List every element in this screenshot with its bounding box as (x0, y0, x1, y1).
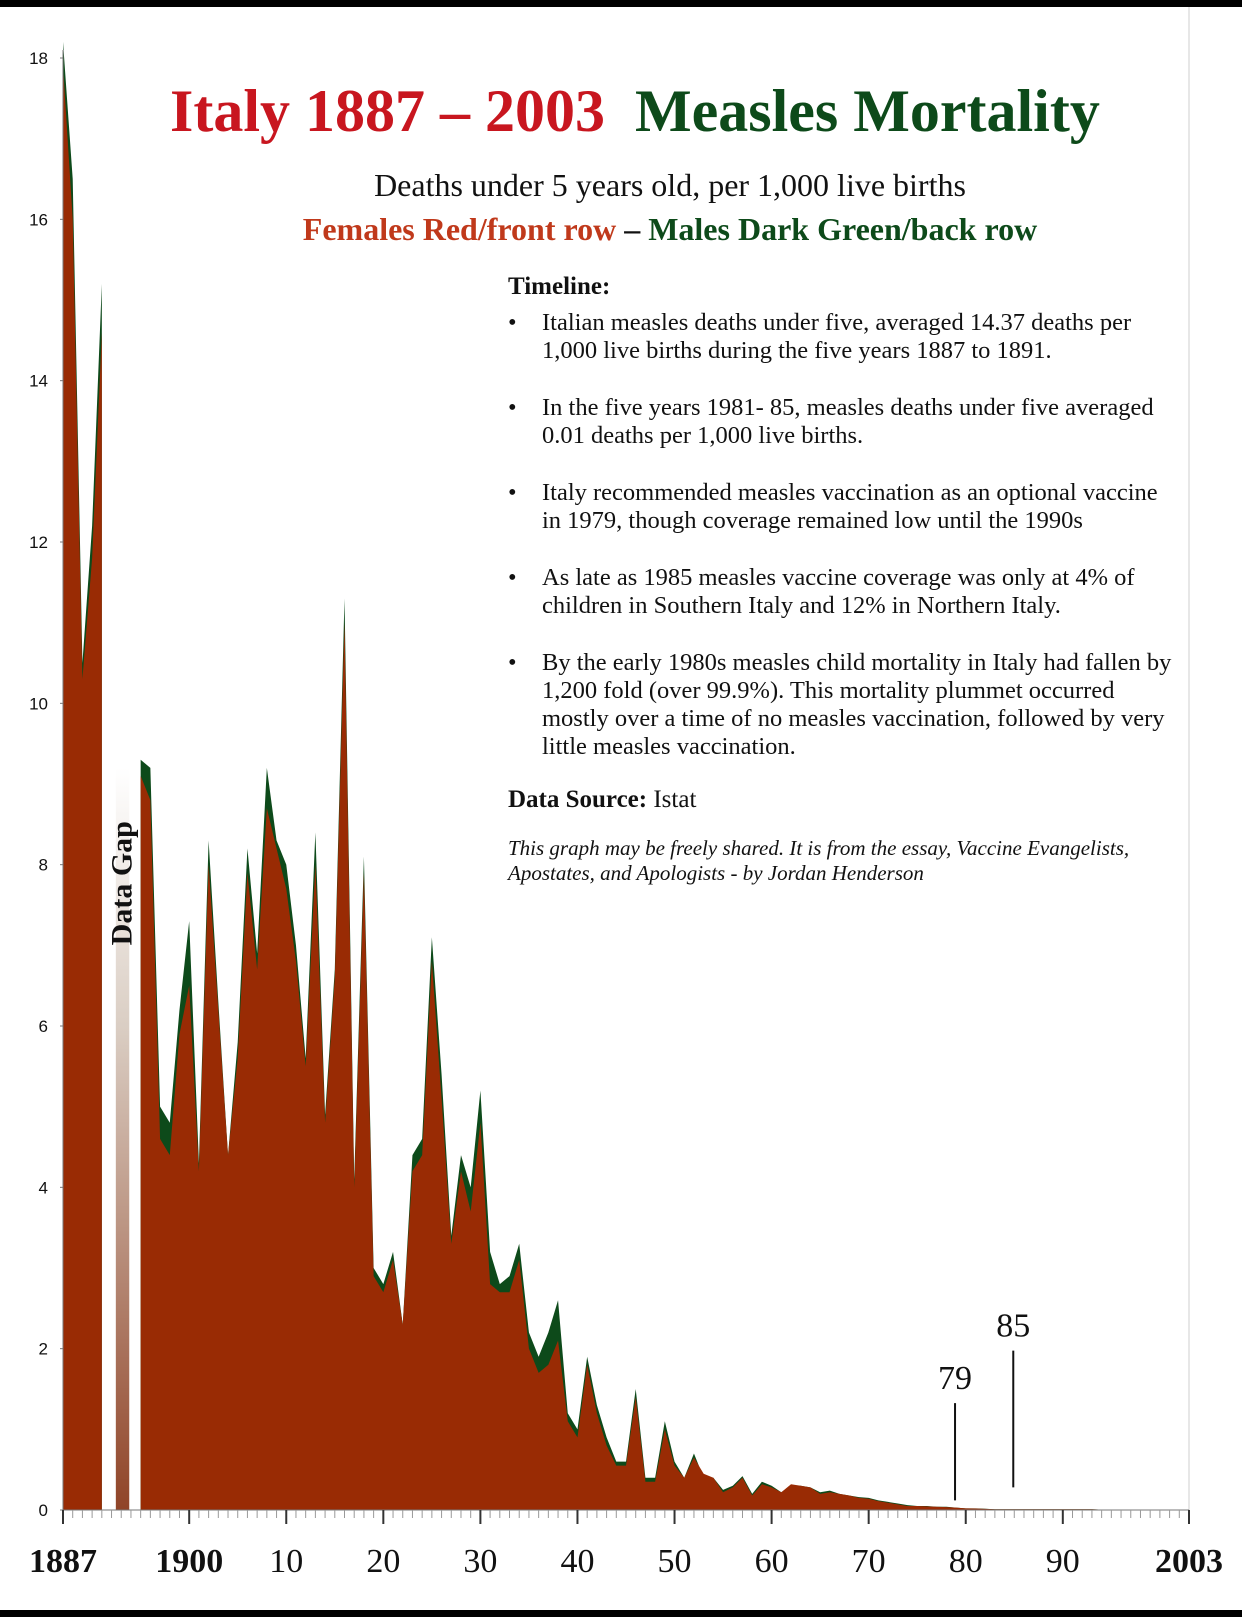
timeline-item (508, 564, 1178, 620)
y-tick-label: 6 (38, 1017, 48, 1036)
data-gap-label: Data Gap (105, 821, 139, 946)
legend (0, 211, 1242, 248)
x-tick-label: 1887 (29, 1543, 97, 1580)
timeline-item (508, 309, 1178, 365)
chart-title-part2: Measles Mortality (635, 78, 1100, 144)
y-tick-label: 0 (38, 1501, 48, 1520)
timeline-item-text: Italian measles deaths under five, averaged 14.37 deaths per 1,000 live births during the five years 1887 to 1891. (542, 309, 1132, 364)
y-tick-label: 18 (29, 49, 48, 68)
y-tick-label: 16 (29, 210, 48, 230)
timeline-item (508, 479, 1178, 535)
timeline-heading: Timeline: (508, 273, 611, 300)
x-tick-label: 70 (851, 1543, 886, 1580)
chart-subtitle: Deaths under 5 years old, per 1,000 live births (374, 167, 966, 203)
y-tick-label: 4 (38, 1178, 48, 1198)
data-source (508, 786, 1178, 814)
annotation-label: 85 (996, 1307, 1031, 1345)
legend-males: Males Dark Green/back row (648, 211, 1038, 247)
x-tick-label: 80 (948, 1543, 983, 1580)
x-tick-label: 30 (463, 1543, 498, 1580)
y-tick-label: 12 (29, 533, 48, 552)
legend-separator: – (624, 211, 641, 247)
y-tick-label: 2 (38, 1339, 48, 1359)
timeline-list (508, 309, 1178, 761)
bullet-icon: • (508, 564, 517, 591)
x-tick-label: 20 (366, 1543, 401, 1580)
bullet-icon: • (508, 649, 517, 676)
bullet-icon: • (508, 309, 517, 336)
chart-frame (0, 7, 1242, 1610)
timeline-item-text: Italy recommended measles vaccination as an optional vaccine in 1979, though coverage remained low until the 1990s (542, 479, 1158, 534)
x-tick-label: 40 (560, 1543, 595, 1580)
timeline-item-text: As late as 1985 measles vaccine coverage was only at 4% of children in Southern Italy and 12% in Northern Italy. (542, 564, 1135, 619)
bullet-icon: • (508, 394, 517, 421)
legend-females: Females Red/front row (302, 211, 617, 247)
timeline-notes (508, 273, 1178, 886)
timeline-item-text: In the five years 1981- 85, measles deaths under five averaged 0.01 deaths per 1,000 live births. (542, 394, 1154, 449)
timeline-item-text: By the early 1980s measles child mortality in Italy had fallen by 1,200 fold (over 99.9%). This mortality plummet occurred mostly over a time of no measles vaccination, followed by very little measles vaccination. (542, 649, 1172, 760)
series-area-females (63, 66, 102, 1510)
data-source-value: Istat (653, 786, 697, 813)
x-tick-label: 50 (657, 1543, 692, 1580)
x-tick-label: 1900 (155, 1543, 224, 1580)
y-tick-label: 10 (29, 694, 48, 714)
y-tick-label: 14 (29, 371, 48, 391)
chart-title-part1: Italy 1887 – 2003 (170, 78, 605, 144)
bullet-icon: • (508, 479, 517, 506)
annotation-label: 79 (938, 1360, 973, 1398)
x-tick-label: 90 (1045, 1543, 1080, 1580)
x-tick-label: 2003 (1155, 1543, 1223, 1580)
credit-note: This graph may be freely shared. It is from the essay, Vaccine Evangelists, Apostates, and Apologists - by Jordan Henderson (508, 836, 1130, 885)
y-tick-label: 8 (38, 855, 48, 875)
chart-title (170, 75, 1100, 147)
timeline-item (508, 649, 1178, 761)
data-source-label: Data Source: (508, 786, 648, 813)
x-tick-label: 60 (754, 1543, 789, 1580)
timeline-item (508, 394, 1178, 450)
x-tick-label: 10 (269, 1543, 304, 1580)
